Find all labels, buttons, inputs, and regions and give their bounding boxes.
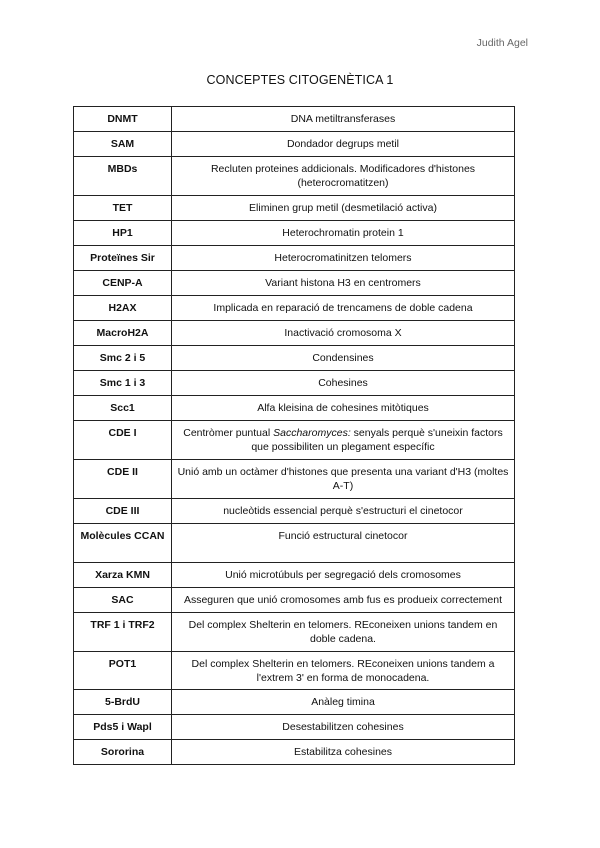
definition-cell: Heterochromatin protein 1 bbox=[172, 221, 515, 246]
term-cell: MBDs bbox=[74, 157, 172, 196]
definition-cell: Asseguren que unió cromosomes amb fus es produeix correctement bbox=[172, 588, 515, 613]
definition-cell: Recluten proteines addicionals. Modificadores d'histones (heterocromatitzen) bbox=[172, 157, 515, 196]
term-cell: POT1 bbox=[74, 652, 172, 690]
table-row bbox=[74, 690, 515, 715]
definition-cell: Dondador degrups metil bbox=[172, 132, 515, 157]
table-row bbox=[74, 132, 515, 157]
table-row bbox=[74, 421, 515, 460]
definition-cell: Eliminen grup metil (desmetilació activa) bbox=[172, 196, 515, 221]
term-cell: Xarza KMN bbox=[74, 563, 172, 588]
definition-cell: Condensines bbox=[172, 346, 515, 371]
table-row bbox=[74, 246, 515, 271]
term-cell: Sororina bbox=[74, 740, 172, 765]
term-cell: 5-BrdU bbox=[74, 690, 172, 715]
table-row bbox=[74, 563, 515, 588]
definition-cell: Implicada en reparació de trencamens de doble cadena bbox=[172, 296, 515, 321]
table-row bbox=[74, 588, 515, 613]
term-cell: MacroH2A bbox=[74, 321, 172, 346]
definition-text: senyals perquè s'uneixin factors que possibiliten un plegament específic bbox=[251, 427, 503, 453]
term-cell: Scc1 bbox=[74, 396, 172, 421]
table-row bbox=[74, 271, 515, 296]
term-cell: Molècules CCAN bbox=[74, 524, 172, 563]
table-row bbox=[74, 499, 515, 524]
definition-cell: Anàleg timina bbox=[172, 690, 515, 715]
table-row bbox=[74, 371, 515, 396]
table-row bbox=[74, 296, 515, 321]
term-cell: CENP-A bbox=[74, 271, 172, 296]
definition-cell: Funció estructural cinetocor bbox=[172, 524, 515, 563]
definition-cell: nucleòtids essencial perquè s'estructuri el cinetocor bbox=[172, 499, 515, 524]
table-row bbox=[74, 715, 515, 740]
table-row bbox=[74, 740, 515, 765]
definition-cell: Del complex Shelterin en telomers. REconeixen unions tandem en doble cadena. bbox=[172, 613, 515, 652]
term-cell: CDE III bbox=[74, 499, 172, 524]
definition-cell: Desestabilitzen cohesines bbox=[172, 715, 515, 740]
species-name: Saccharomyces: bbox=[273, 427, 351, 439]
term-cell: Pds5 i Wapl bbox=[74, 715, 172, 740]
table-row bbox=[74, 107, 515, 132]
term-cell: CDE II bbox=[74, 460, 172, 499]
definition-text: Centròmer puntual bbox=[183, 427, 274, 439]
definition-cell: Heterocromatinitzen telomers bbox=[172, 246, 515, 271]
definition-cell: Alfa kleisina de cohesines mitòtiques bbox=[172, 396, 515, 421]
term-cell: TET bbox=[74, 196, 172, 221]
definition-cell: Estabilitza cohesines bbox=[172, 740, 515, 765]
table-row bbox=[74, 396, 515, 421]
table-row bbox=[74, 613, 515, 652]
definition-cell: Unió amb un octàmer d'histones que presenta una variant d'H3 (moltes A-T) bbox=[172, 460, 515, 499]
term-cell: SAM bbox=[74, 132, 172, 157]
table-row bbox=[74, 321, 515, 346]
term-cell: Smc 1 i 3 bbox=[74, 371, 172, 396]
definition-cell: Variant histona H3 en centromers bbox=[172, 271, 515, 296]
page-title: CONCEPTES CITOGENÈTICA 1 bbox=[206, 73, 394, 87]
table-row bbox=[74, 524, 515, 563]
term-cell: HP1 bbox=[74, 221, 172, 246]
term-cell: DNMT bbox=[74, 107, 172, 132]
table-row bbox=[74, 157, 515, 196]
table-row bbox=[74, 652, 515, 690]
definition-cell: DNA metiltransferases bbox=[172, 107, 515, 132]
table-row bbox=[74, 460, 515, 499]
definition-cell: Cohesines bbox=[172, 371, 515, 396]
definition-cell bbox=[172, 421, 515, 460]
concepts-table bbox=[73, 106, 515, 765]
definition-cell: Del complex Shelterin en telomers. REconeixen unions tandem a l'extrem 3' en forma de monocadena. bbox=[172, 652, 515, 690]
table-row bbox=[74, 196, 515, 221]
definition-cell: Inactivació cromosoma X bbox=[172, 321, 515, 346]
term-cell: H2AX bbox=[74, 296, 172, 321]
term-cell: Proteïnes Sir bbox=[74, 246, 172, 271]
term-cell: SAC bbox=[74, 588, 172, 613]
definition-cell: Unió microtúbuls per segregació dels cromosomes bbox=[172, 563, 515, 588]
author-name: Judith Agel bbox=[476, 37, 528, 49]
table-row bbox=[74, 346, 515, 371]
table-row bbox=[74, 221, 515, 246]
term-cell: TRF 1 i TRF2 bbox=[74, 613, 172, 652]
term-cell: Smc 2 i 5 bbox=[74, 346, 172, 371]
term-cell: CDE I bbox=[74, 421, 172, 460]
